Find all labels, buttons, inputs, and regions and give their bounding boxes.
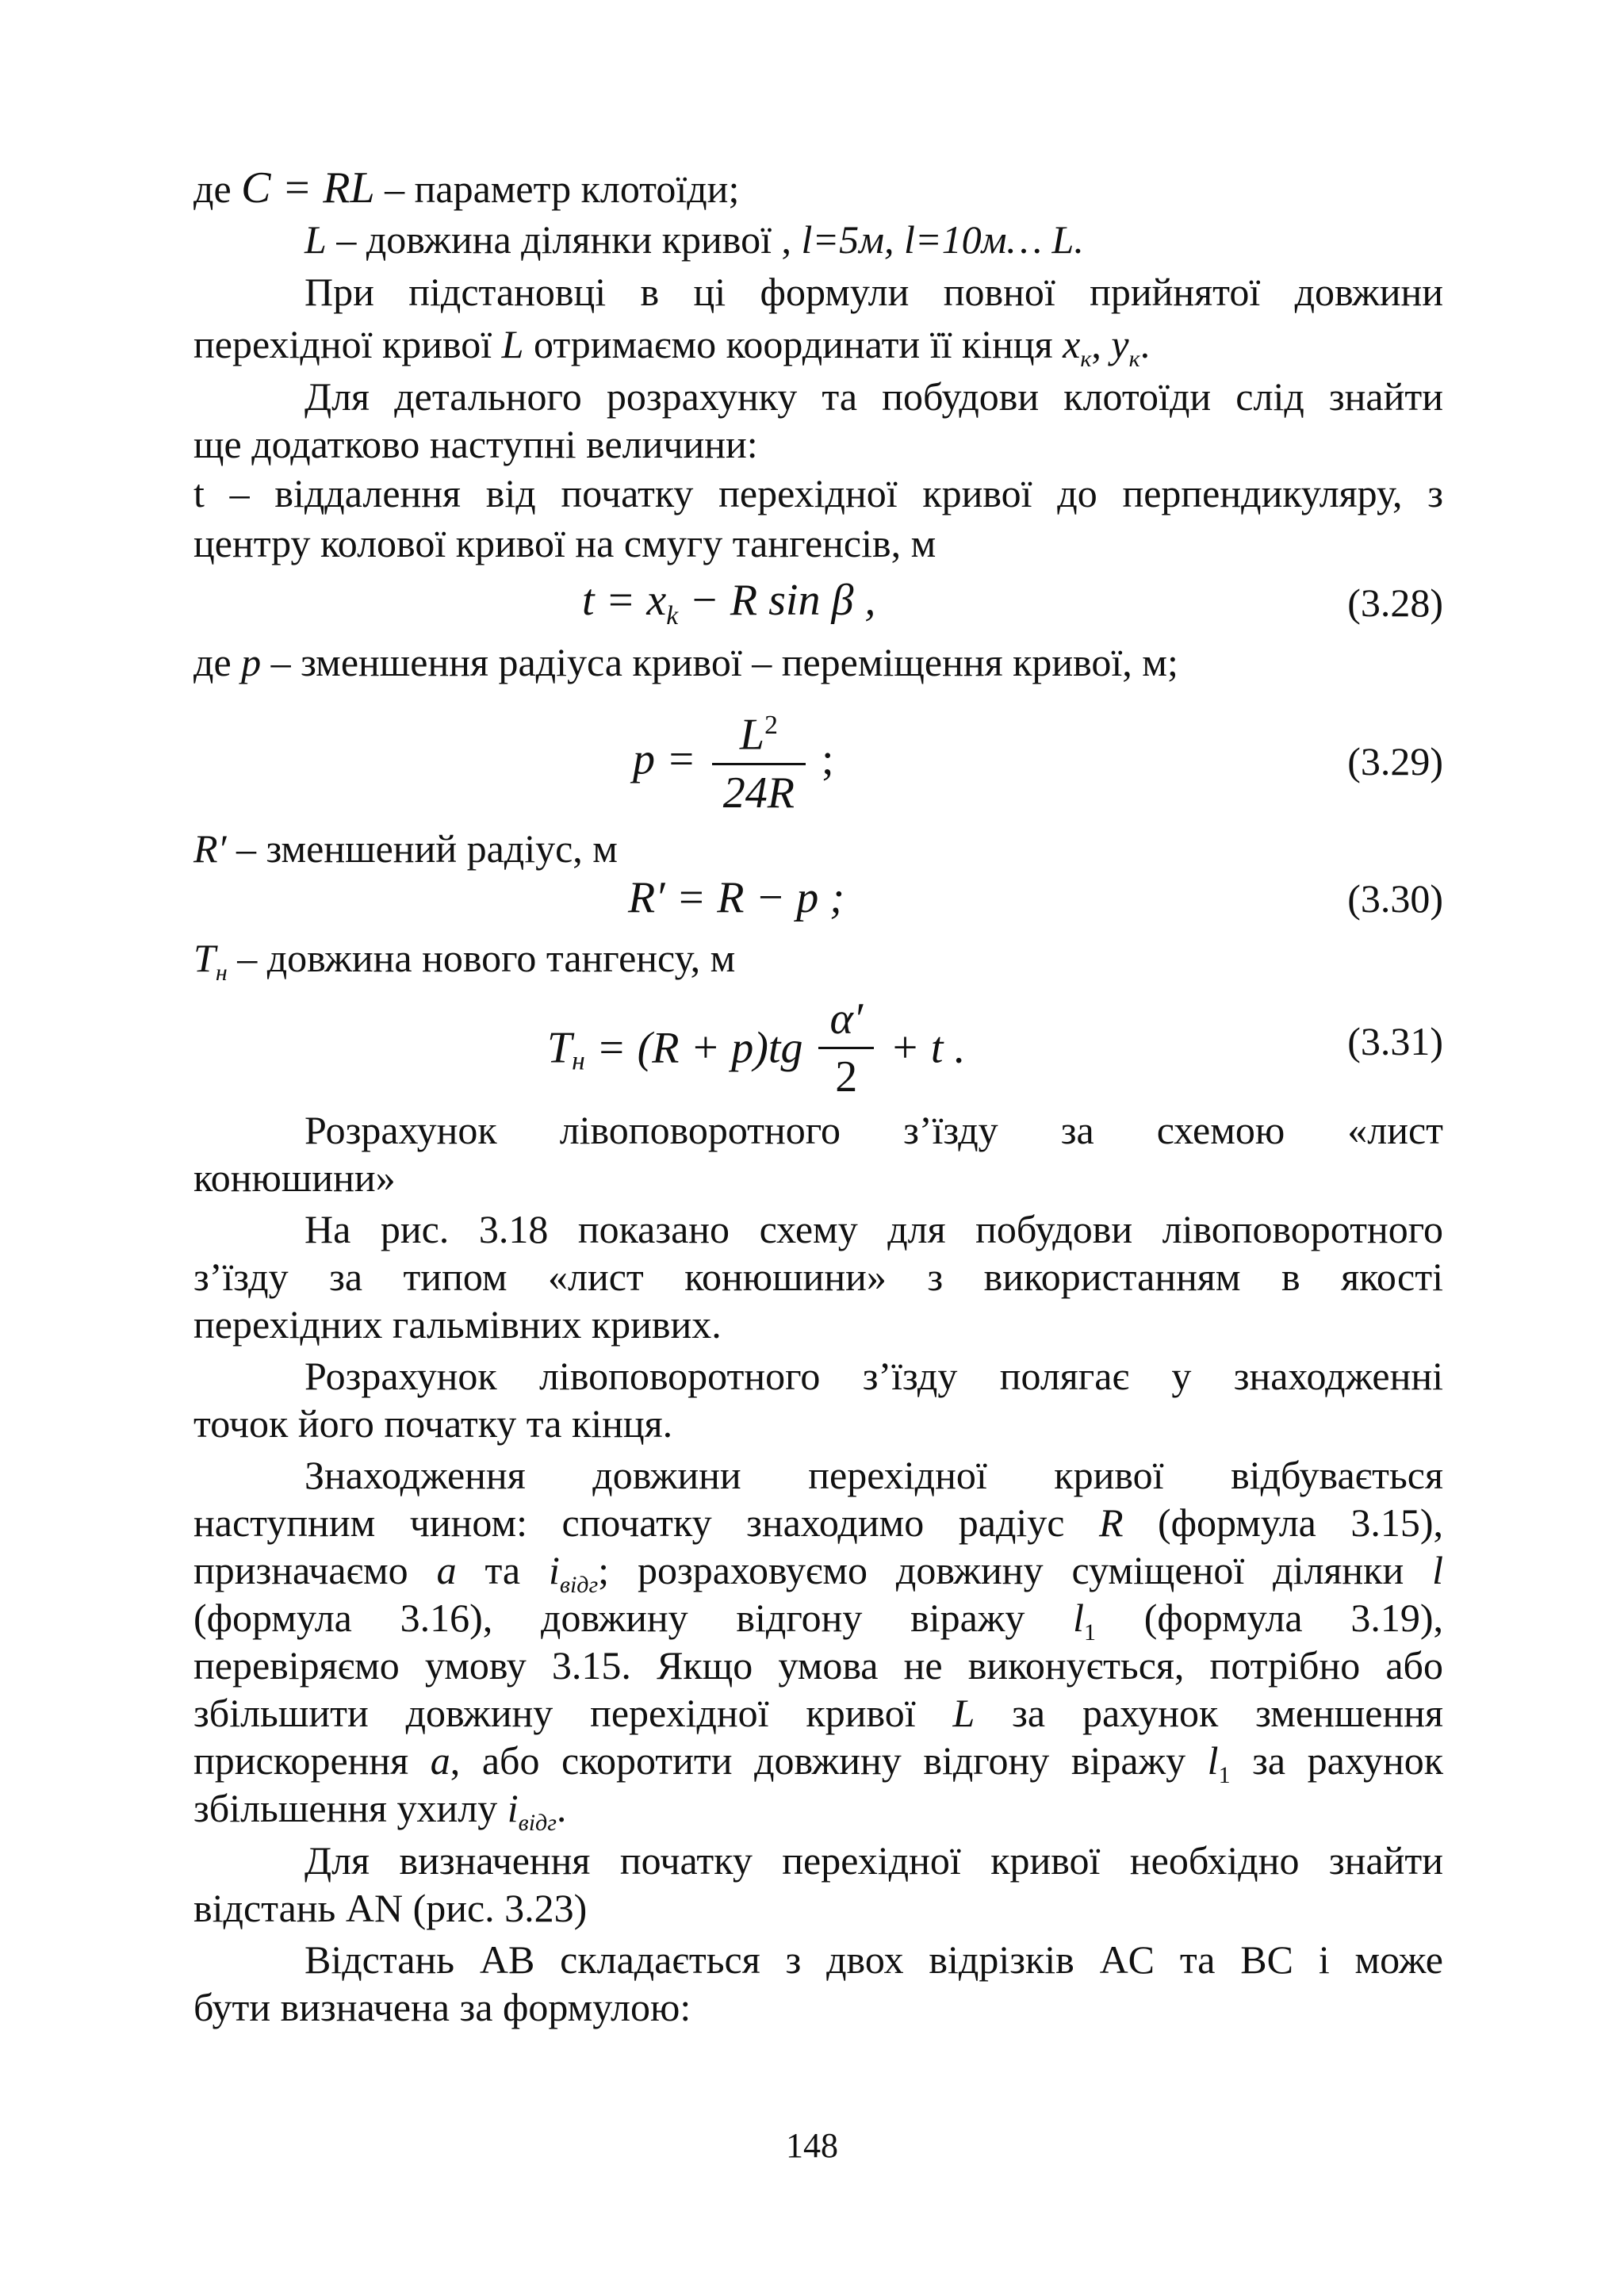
- variable: y: [1111, 322, 1129, 366]
- text: (формула 3.16), довжину відгону віражу: [193, 1596, 1074, 1640]
- text-line-20: [193, 1499, 1443, 1546]
- text-line-15: [193, 1253, 1443, 1301]
- text: ,: [1091, 322, 1112, 366]
- subscript: відг: [559, 1572, 599, 1598]
- formula-3-29: [633, 698, 834, 821]
- text: перехідних гальмівних кривих.: [193, 1302, 722, 1347]
- text: точок його початку та кінця.: [193, 1401, 673, 1446]
- equation-number: (3.29): [1347, 739, 1443, 784]
- formula-text: ;: [822, 734, 834, 784]
- variable: p: [241, 640, 262, 684]
- formula-text: = (R + p)tg: [584, 1023, 803, 1073]
- variable: l: [1073, 1596, 1084, 1640]
- fraction: [712, 698, 806, 821]
- fraction: [818, 991, 874, 1105]
- variable: L: [952, 1691, 975, 1735]
- formula-text: L: [739, 710, 765, 760]
- fraction-numerator: [712, 698, 806, 765]
- document-page: [193, 0, 1443, 2295]
- text: Знаходження довжини перехідної кривої відбувається: [304, 1453, 1443, 1497]
- subscript: відг: [518, 1810, 557, 1836]
- text: При підстановці в ці формули повної прийнятої довжини: [304, 270, 1443, 314]
- text: (формула 3.15),: [1123, 1500, 1443, 1545]
- text: перехідної кривої: [193, 322, 502, 366]
- formula-text: p =: [633, 734, 696, 784]
- text-line-3: [193, 268, 1443, 316]
- text-line-10: [193, 825, 1443, 872]
- variable: а: [430, 1738, 450, 1783]
- text-line-27: [193, 1837, 1443, 1884]
- text-line-17: [193, 1352, 1443, 1400]
- variable: i: [507, 1786, 519, 1830]
- text-line-12: [193, 1106, 1443, 1154]
- fraction-denominator: 2: [835, 1052, 858, 1102]
- formula-text: − R sin β ,: [678, 576, 876, 625]
- text-line-30: [193, 1983, 1443, 2031]
- subscript: к: [1080, 346, 1092, 372]
- variable: x: [1063, 322, 1081, 366]
- text: та: [456, 1548, 550, 1592]
- formula-3-30: [628, 872, 845, 923]
- text: – довжина нового тангенсу, м: [227, 936, 736, 980]
- variable: а: [436, 1548, 457, 1592]
- text: t – віддалення від початку перехідної кривої до перпендикуляру, з: [193, 471, 1443, 515]
- text: .: [556, 1786, 567, 1830]
- text: прискорення: [193, 1738, 431, 1783]
- superscript: 2: [764, 711, 778, 740]
- formula-text: T: [547, 1023, 573, 1073]
- text: за рахунок: [1230, 1738, 1443, 1783]
- text: – довжина ділянки кривої ,: [326, 217, 802, 262]
- text-line-24: [193, 1689, 1443, 1737]
- text: конюшини»: [193, 1155, 396, 1200]
- text: – зменшення радіуса кривої – переміщення кривої, м;: [261, 640, 1178, 684]
- formula-text: t = x: [582, 576, 667, 625]
- text: ; розраховуємо довжину суміщеної ділянки: [598, 1548, 1433, 1592]
- equation-number: (3.30): [1347, 876, 1443, 921]
- text: Для визначення початку перехідної кривої необхідно знайти: [304, 1838, 1443, 1883]
- text: де: [193, 167, 242, 211]
- subscript: н: [215, 960, 228, 986]
- page-number: 148: [786, 2126, 838, 2165]
- text-line-5: [193, 373, 1443, 420]
- text: (формула 3.19),: [1096, 1596, 1444, 1640]
- variable: R: [1098, 1500, 1124, 1545]
- text: за рахунок зменшення: [975, 1691, 1443, 1735]
- subscript: к: [1128, 346, 1140, 372]
- subscript: 1: [1218, 1762, 1231, 1788]
- text: відстань AN (рис. 3.23): [193, 1886, 588, 1930]
- text-line-16: [193, 1301, 1443, 1348]
- text: На рис. 3.18 показано схему для побудови лівоповоротного: [304, 1207, 1443, 1251]
- text-line-11: [193, 934, 1443, 997]
- text: – параметр клотоїди;: [374, 167, 740, 211]
- text: – зменшений радіус, м: [226, 826, 618, 871]
- text: Розрахунок лівоповоротного з’їзду за схемою «лист: [304, 1108, 1443, 1152]
- variable: T: [193, 936, 216, 980]
- text: збільшити довжину перехідної кривої: [193, 1691, 953, 1735]
- subscript: 1: [1084, 1619, 1096, 1646]
- text-line-19: [193, 1451, 1443, 1499]
- text-line-8: [193, 519, 1443, 567]
- formula-text: + t .: [890, 1023, 966, 1073]
- text-line-7: [193, 469, 1443, 517]
- text: бути визначена за формулою:: [193, 1985, 691, 2029]
- text-line-18: [193, 1400, 1443, 1447]
- text-line-13: [193, 1154, 1443, 1201]
- text: Розрахунок лівоповоротного з’їзду полягає у знаходженні: [304, 1354, 1443, 1398]
- variable: l: [1207, 1738, 1219, 1783]
- text-line-1: [193, 164, 1443, 213]
- equation-number: (3.31): [1347, 1019, 1443, 1063]
- text: наступним чином: спочатку знаходимо радіус: [193, 1500, 1099, 1545]
- text: Відстань AB складається з двох відрізків AC та BC і може: [304, 1937, 1443, 1982]
- formula-3-31: [547, 991, 965, 1105]
- fraction-denominator: 24R: [722, 768, 795, 818]
- text: , або скоротити довжину відгону віражу: [450, 1738, 1208, 1783]
- text-line-6: [193, 420, 1443, 468]
- text: Для детального розрахунку та побудови клотоїди слід знайти: [304, 374, 1443, 419]
- text: з’їзду за типом «лист конюшини» з використанням в якості: [193, 1255, 1443, 1299]
- equation-number: (3.28): [1347, 580, 1443, 625]
- text: отримаємо координати її кінця: [523, 322, 1063, 366]
- text: ще додатково наступні величини:: [193, 422, 758, 466]
- text-line-29: [193, 1936, 1443, 1983]
- text-line-23: [193, 1642, 1443, 1689]
- variable: L: [501, 322, 524, 366]
- clothoid-formula: C = RL: [241, 163, 375, 213]
- text: .: [1139, 322, 1151, 366]
- text: l=5м, l=10м… L.: [801, 217, 1084, 262]
- text: центру колової кривої на смугу тангенсів, м: [193, 521, 936, 565]
- text-line-14: [193, 1205, 1443, 1253]
- text: збільшення ухилу: [193, 1786, 508, 1830]
- text-line-2: [193, 216, 1443, 263]
- formula-3-28: [582, 575, 875, 642]
- text-line-28: [193, 1884, 1443, 1932]
- text: де: [193, 640, 242, 684]
- text-line-9: [193, 638, 1443, 686]
- variable: R′: [193, 826, 227, 871]
- subscript: н: [572, 1046, 585, 1076]
- variable: l: [1432, 1548, 1444, 1592]
- variable: i: [549, 1548, 560, 1592]
- text: призначаємо: [193, 1548, 437, 1592]
- text: перевіряємо умову 3.15. Якщо умова не виконується, потрібно або: [193, 1643, 1443, 1688]
- subscript: k: [666, 601, 679, 631]
- fraction-numerator: α′: [818, 991, 874, 1049]
- variable: L: [304, 217, 327, 262]
- formula-text: R′ = R − p ;: [628, 873, 845, 922]
